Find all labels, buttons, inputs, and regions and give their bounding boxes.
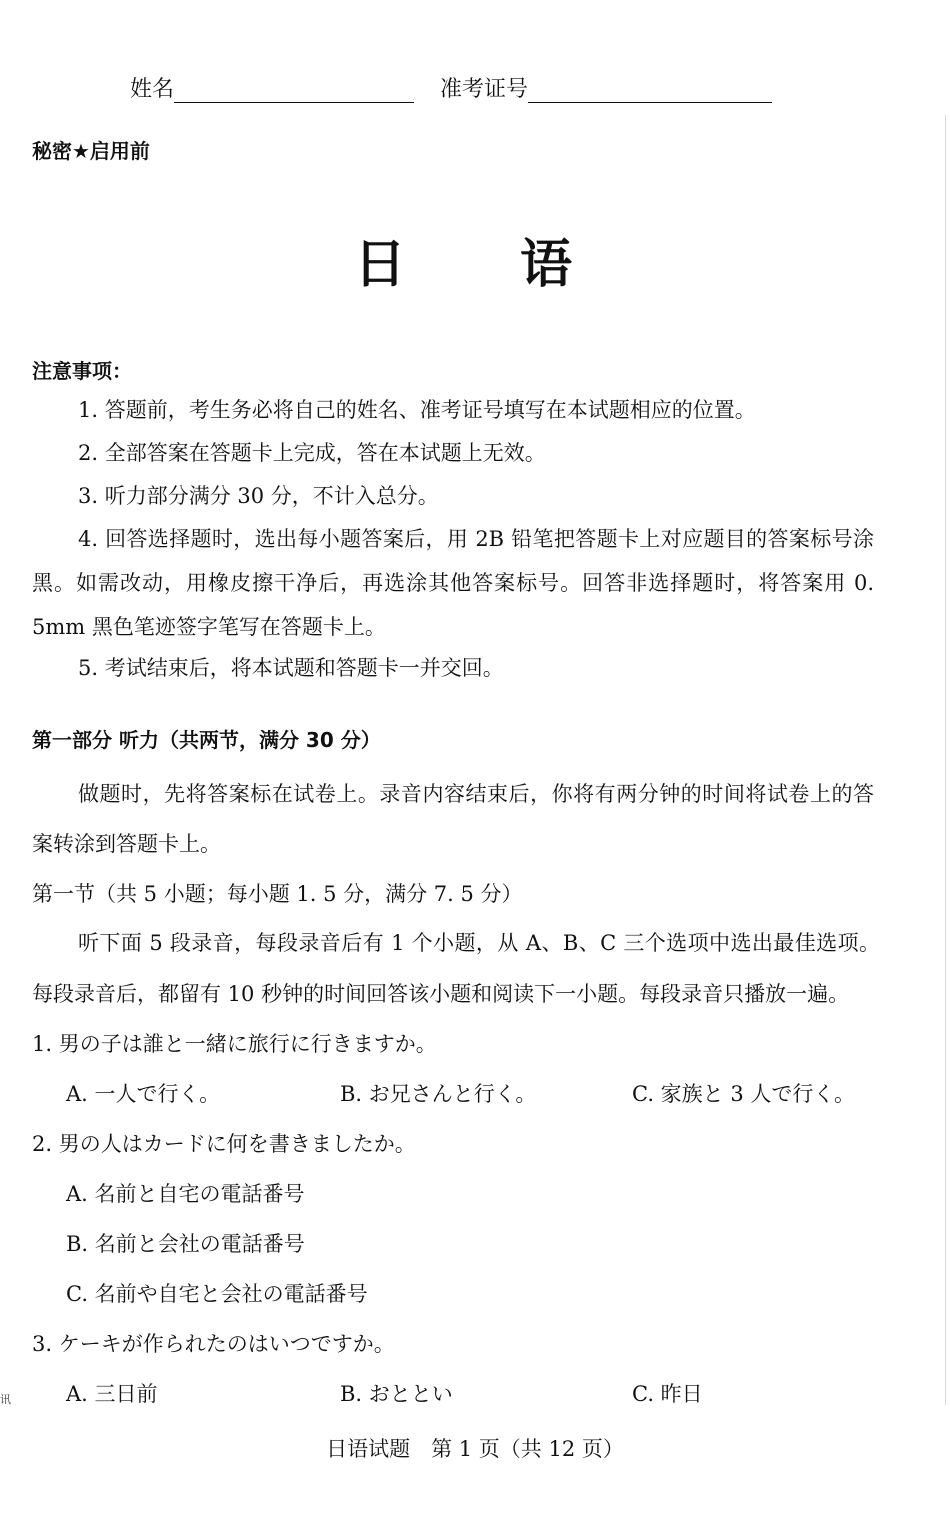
section1-heading: 第一节（共 5 小题；每小题 1. 5 分，满分 7. 5 分） <box>32 882 523 906</box>
secret-label: 秘密★启用前 <box>32 139 150 163</box>
exam-id-blank <box>528 78 772 103</box>
name-label: 姓名 <box>130 77 175 102</box>
question-1-option-c: C. 家族と 3 人で行く。 <box>632 1082 855 1106</box>
page-footer: 日语试题 第 1 页（共 12 页） <box>326 1437 624 1461</box>
question-1-option-a: A. 一人で行く。 <box>66 1082 221 1106</box>
question-2-option-a: A. 名前と自宅の電話番号 <box>66 1182 305 1206</box>
question-2: 2. 男の人はカードに何を書きましたか。 <box>32 1132 416 1156</box>
part1-heading: 第一部分 听力（共两节，满分 30 分） <box>32 728 381 752</box>
question-3-option-a: A. 三日前 <box>66 1382 158 1406</box>
notice-item-3: 3. 听力部分满分 30 分，不计入总分。 <box>78 484 439 508</box>
question-3-option-b: B. おととい <box>340 1382 453 1406</box>
section1-instruction: 听下面 5 段录音，每段录音后有 1 个小题，从 A、B、C 三个选项中选出最佳选项。每段录音后，都留有 10 秒钟的时间回答该小题和阅读下一小题。每段录音只播放一遍。 <box>32 931 880 1006</box>
page-edge-line <box>945 115 946 1405</box>
question-1-option-b: B. お兄さんと行く。 <box>340 1082 537 1106</box>
exam-id-field <box>440 72 772 103</box>
name-field <box>130 72 414 103</box>
margin-mark: 讯 <box>0 1393 11 1406</box>
notice-item-5: 5. 考试结束后，将本试题和答题卡一并交回。 <box>78 656 504 680</box>
question-3: 3. ケーキが作られたのはいつですか。 <box>32 1332 395 1356</box>
notice-item-1: 1. 答题前，考生务必将自己的姓名、准考证号填写在本试题相应的位置。 <box>78 398 756 422</box>
notice-item-4: 4. 回答选择题时，选出每小题答案后，用 2B 铅笔把答题卡上对应题目的答案标号涂黑。如需改动，用橡皮擦干净后，再选涂其他答案标号。回答非选择题时，将答案用 0. 5mm 黑色笔迹签字笔写在答题卡上。 <box>32 527 874 639</box>
page-title: 日 语 <box>353 234 621 295</box>
question-1: 1. 男の子は誰と一緒に旅行に行きますか。 <box>32 1032 437 1056</box>
exam-id-label: 准考证号 <box>440 77 529 102</box>
name-blank <box>174 78 414 103</box>
question-2-option-b: B. 名前と会社の電話番号 <box>66 1232 305 1256</box>
question-3-option-c: C. 昨日 <box>632 1382 703 1406</box>
part1-instruction: 做题时，先将答案标在试卷上。录音内容结束后，你将有两分钟的时间将试卷上的答案转涂到答题卡上。 <box>32 782 874 856</box>
notice-item-2: 2. 全部答案在答题卡上完成，答在本试题上无效。 <box>78 441 546 465</box>
notice-heading: 注意事项： <box>32 359 132 383</box>
question-2-option-c: C. 名前や自宅と会社の電話番号 <box>66 1282 368 1306</box>
